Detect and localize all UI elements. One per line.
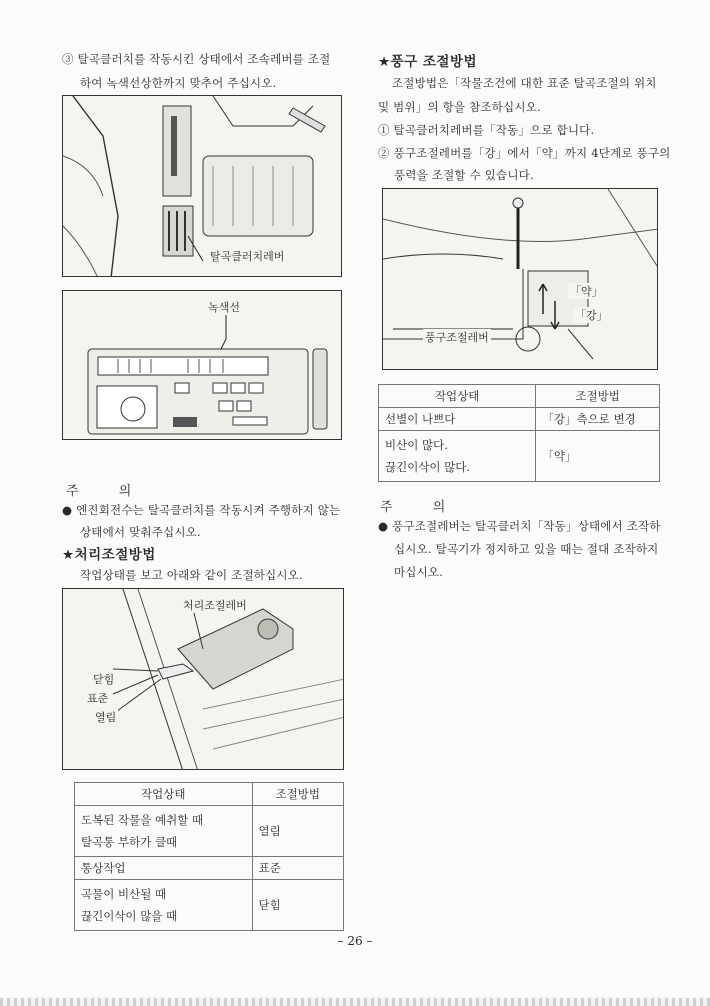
right-caution-title: 주 의 bbox=[380, 500, 464, 515]
page-number: – 26 – bbox=[337, 934, 373, 948]
step3-line1: ③ 탈곡클러치를 작동시킨 상태에서 조속레버를 조절 bbox=[62, 52, 331, 66]
right-caution-line2: 십시오. 탈곡기가 정지하고 있을 때는 절대 조작하지 bbox=[394, 542, 659, 556]
table-cell: 통상작업 bbox=[75, 857, 253, 880]
table-header: 조절방법 bbox=[536, 385, 660, 408]
table-cell: 닫힘 bbox=[252, 880, 343, 931]
fig3-closed-label: 닫힘 bbox=[93, 673, 115, 686]
cell-line: 끊긴이삭이 많을 때 bbox=[81, 909, 178, 923]
figure-processing-lever bbox=[62, 588, 344, 770]
table-cell bbox=[75, 806, 253, 857]
fig-weak-label: 「약」 bbox=[570, 285, 603, 298]
table-row bbox=[75, 857, 344, 880]
table-row bbox=[75, 806, 344, 857]
right-caution-line3: 마십시오. bbox=[394, 565, 444, 579]
right-intro-line2: 및 범위」의 항을 참조하십시오. bbox=[378, 100, 541, 114]
left-caution-title: 주 의 bbox=[66, 484, 150, 499]
fan-table bbox=[378, 384, 660, 482]
right-caution-text1: 풍구조절레버는 탈곡클러치「작동」상태에서 조작하 bbox=[392, 519, 661, 533]
fig3-standard-label: 표준 bbox=[87, 692, 109, 705]
table-row bbox=[379, 408, 660, 431]
right-caution-line1 bbox=[378, 515, 661, 537]
right-step2-line1: ② 풍구조절레버를「강」에서「약」까지 4단계로 풍구의 bbox=[378, 146, 671, 160]
cell-line: 탈곡통 부하가 클때 bbox=[81, 835, 178, 849]
cell-line: 도복된 작물을 예취할 때 bbox=[81, 813, 204, 827]
cell-line: 비산이 많다. bbox=[385, 438, 448, 452]
fig-strong-label: 「강」 bbox=[575, 309, 608, 322]
step3-line2: 하여 녹색선상한까지 맞추어 주십시오. bbox=[80, 76, 277, 90]
left-section-title: ★처리조절방법 bbox=[62, 547, 156, 563]
scan-edge bbox=[0, 998, 710, 1006]
processing-table bbox=[74, 782, 344, 931]
table-cell bbox=[75, 880, 253, 931]
left-caution-line2: 상태에서 맞춰주십시오. bbox=[80, 525, 201, 539]
fig-fan-lever-label: 풍구조절레버 bbox=[425, 331, 489, 344]
table-cell bbox=[379, 431, 536, 482]
table-header: 작업상태 bbox=[75, 783, 253, 806]
fig3-open-label: 열림 bbox=[95, 711, 117, 724]
bullet-icon: ● bbox=[62, 503, 73, 517]
table-cell: 표준 bbox=[252, 857, 343, 880]
fig2-label: 녹색선 bbox=[208, 301, 240, 314]
right-intro-line1: 조절방법은「작물조건에 대한 표준 탈곡조절의 위치 bbox=[392, 76, 657, 90]
figure-fan-lever bbox=[382, 188, 658, 370]
table-row bbox=[379, 431, 660, 482]
table-header: 조절방법 bbox=[252, 783, 343, 806]
table-cell: 「약」 bbox=[536, 431, 660, 482]
cell-line: 끊긴이삭이 많다. bbox=[385, 460, 471, 474]
left-caution-line1 bbox=[62, 499, 340, 521]
fig1-label: 탈곡클러치레버 bbox=[210, 250, 285, 263]
left-caution-text1: 엔진회전수는 탈곡클러치를 작동시켜 주행하지 않는 bbox=[76, 503, 341, 517]
table-cell: 「강」측으로 변경 bbox=[536, 408, 660, 431]
right-step1: ① 탈곡클러치레버를「작동」으로 합니다. bbox=[378, 123, 595, 137]
cell-line: 곡물이 비산될 때 bbox=[81, 887, 167, 901]
bullet-icon: ● bbox=[378, 519, 389, 533]
right-section-title: ★풍구 조절방법 bbox=[378, 54, 478, 70]
right-step2-line2: 풍력을 조절할 수 있습니다. bbox=[394, 168, 534, 182]
table-row bbox=[75, 880, 344, 931]
left-section-intro: 작업상태를 보고 아래와 같이 조절하십시오. bbox=[80, 568, 303, 582]
table-cell: 선별이 나쁘다 bbox=[379, 408, 536, 431]
figure-instrument-panel bbox=[62, 290, 342, 440]
table-cell: 열림 bbox=[252, 806, 343, 857]
fig3-lever-label: 처리조절레버 bbox=[183, 599, 247, 612]
table-header: 작업상태 bbox=[379, 385, 536, 408]
figure-threshing-clutch bbox=[62, 95, 342, 277]
